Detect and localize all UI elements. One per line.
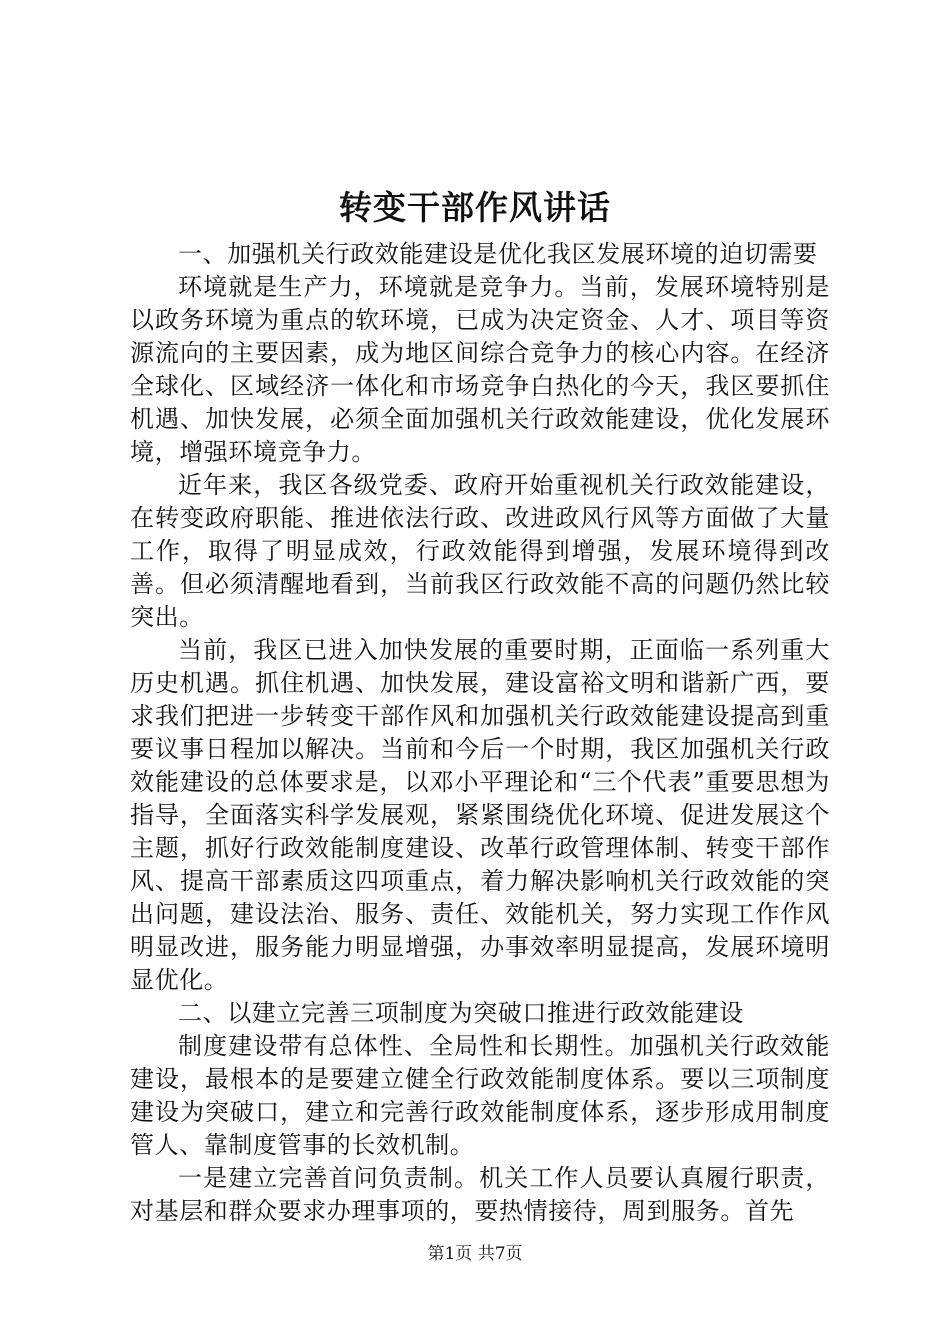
paragraph: 制度建设带有总体性、全局性和长期性。加强机关行政效能建设，最根本的是要建立健全行政效能制度体系。要以三项制度建设为突破口，建立和完善行政效能制度体系，逐步形成用制度管人、靠制度管事的长效机制。 <box>130 1032 830 1159</box>
paragraph-heading-1: 一、加强机关行政效能建设是优化我区发展环境的迫切需要 <box>178 240 818 268</box>
page-footer: 第1页 共7页 <box>427 1244 523 1264</box>
paragraph: 一是建立完善首问负责制。机关工作人员要认真履行职责，对基层和群众要求办理事项的，要热情接待，周到服务。首先 <box>130 1164 830 1225</box>
paragraph: 近年来，我区各级党委、政府开始重视机关行政效能建设，在转变政府职能、推进依法行政、改进政风行风等方面做了大量工作，取得了明显成效，行政效能得到增强，发展环境得到改善。但必须清醒地看到，当前我区行政效能不高的问题仍然比较突出。 <box>130 471 830 631</box>
paragraph: 环境就是生产力，环境就是竞争力。当前，发展环境特别是以政务环境为重点的软环境，已成为决定资金、人才、项目等资源流向的主要因素，成为地区间综合竞争力的核心内容。在经济全球化、区域经济一体化和市场竞争白热化的今天，我区要抓住机遇、加快发展，必须全面加强机关行政效能建设，优化发展环境，增强环境竞争力。 <box>130 273 830 466</box>
document-title: 转变干部作风讲话 <box>339 188 611 227</box>
paragraph-heading-2: 二、以建立完善三项制度为突破口推进行政效能建设 <box>178 999 744 1027</box>
paragraph: 当前，我区已进入加快发展的重要时期，正面临一系列重大历史机遇。抓住机遇、加快发展，建设富裕文明和谐新广西，要求我们把进一步转变干部作风和加强机关行政效能建设提高到重要议事日程加以解决。当前和今后一个时期，我区加强机关行政效能建设的总体要求是，以邓小平理论和“三个代表”重要思想为指导，全面落实科学发展观，紧紧围绕优化环境、促进发展这个主题，抓好行政效能制度建设、改革行政管理体制、转变干部作风、提高干部素质这四项重点，着力解决影响机关行政效能的突出问题，建设法治、服务、责任、效能机关，努力实现工作作风明显改进，服务能力明显增强，办事效率明显提高，发展环境明显优化。 <box>130 636 830 994</box>
document-body <box>130 238 830 1228</box>
